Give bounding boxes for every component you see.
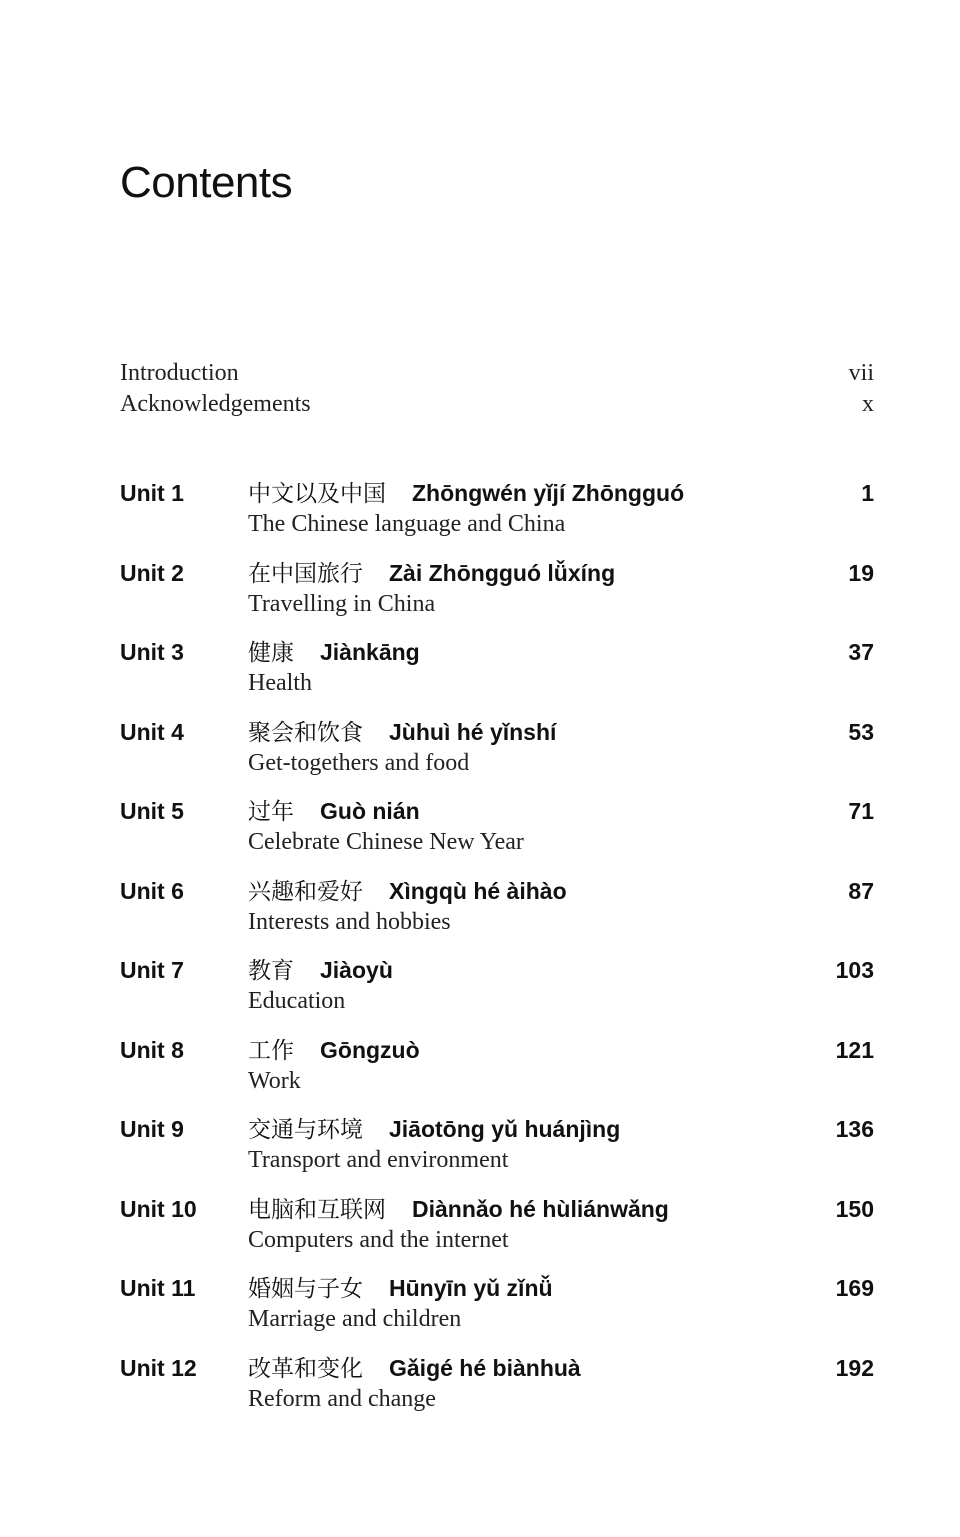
unit-page: 71 <box>848 798 874 824</box>
unit-english: Transport and environment <box>248 1147 509 1173</box>
unit-title <box>248 876 567 908</box>
toc-entry-label: Introduction <box>120 360 239 386</box>
unit-page: 1 <box>861 480 874 506</box>
unit-list <box>120 478 874 1432</box>
unit-label: Unit 8 <box>120 1036 184 1063</box>
unit-page: 121 <box>835 1036 874 1063</box>
unit-english: Get-togethers and food <box>248 749 470 776</box>
toc-entry-unit-10[interactable] <box>120 1194 874 1274</box>
toc-entry-unit-5[interactable] <box>120 796 874 876</box>
page-title: Contents <box>120 158 293 207</box>
unit-page: 192 <box>835 1354 874 1381</box>
unit-title <box>248 717 556 749</box>
toc-entry-unit-6[interactable] <box>120 876 874 956</box>
unit-label: Unit 9 <box>120 1116 184 1142</box>
unit-label: Unit 4 <box>120 718 184 745</box>
unit-label: Unit 12 <box>120 1354 197 1381</box>
unit-page: 87 <box>848 877 874 904</box>
unit-label: Unit 3 <box>120 639 184 665</box>
unit-page: 169 <box>835 1275 874 1301</box>
unit-pinyin: Diànnǎo hé hùliánwǎng <box>412 1195 669 1222</box>
unit-page: 103 <box>835 957 874 983</box>
unit-pinyin: Zhōngwén yǐjí Zhōngguó <box>412 480 685 506</box>
unit-english: Education <box>248 988 346 1014</box>
toc-entry-unit-11[interactable] <box>120 1273 874 1353</box>
toc-entry-unit-8[interactable] <box>120 1035 874 1115</box>
toc-entry-page: vii <box>848 360 874 386</box>
unit-title <box>248 796 420 828</box>
toc-entry-introduction[interactable] <box>120 358 874 389</box>
unit-hanzi: 过年 <box>248 799 294 825</box>
unit-page: 53 <box>848 718 874 745</box>
unit-hanzi: 聚会和饮食 <box>248 719 363 746</box>
unit-page: 136 <box>835 1116 874 1142</box>
unit-pinyin: Gōngzuò <box>320 1036 420 1063</box>
unit-pinyin: Jiàoyù <box>320 957 393 983</box>
unit-label: Unit 7 <box>120 957 184 983</box>
unit-title <box>248 1035 420 1067</box>
toc-entry-unit-9[interactable] <box>120 1114 874 1194</box>
toc-entry-unit-1[interactable] <box>120 478 874 558</box>
unit-label: Unit 6 <box>120 877 184 904</box>
unit-hanzi: 电脑和互联网 <box>248 1196 386 1223</box>
unit-pinyin: Jùhuì hé yǐnshí <box>389 718 557 745</box>
unit-label: Unit 10 <box>120 1195 197 1222</box>
unit-title <box>248 1353 581 1385</box>
unit-hanzi: 中文以及中国 <box>248 481 386 507</box>
toc-entry-unit-3[interactable] <box>120 637 874 717</box>
toc-entry-unit-2[interactable] <box>120 558 874 638</box>
unit-hanzi: 改革和变化 <box>248 1355 363 1382</box>
unit-english: Reform and change <box>248 1385 436 1412</box>
unit-pinyin: Xìngqù hé àihào <box>389 877 567 904</box>
unit-hanzi: 婚姻与子女 <box>248 1276 363 1302</box>
toc-entry-acknowledgements[interactable] <box>120 389 874 420</box>
unit-title <box>248 1194 669 1226</box>
unit-pinyin: Zài Zhōngguó lǚxíng <box>389 559 616 586</box>
unit-english: Work <box>248 1067 301 1094</box>
unit-english: Travelling in China <box>248 590 436 617</box>
unit-hanzi: 在中国旅行 <box>248 560 363 587</box>
unit-hanzi: 健康 <box>248 640 294 666</box>
unit-hanzi: 工作 <box>248 1037 294 1064</box>
unit-pinyin: Jiāotōng yǔ huánjìng <box>389 1116 621 1142</box>
toc-entry-unit-12[interactable] <box>120 1353 874 1433</box>
unit-page: 37 <box>848 639 874 665</box>
unit-hanzi: 兴趣和爱好 <box>248 878 363 905</box>
unit-english: Celebrate Chinese New Year <box>248 829 524 855</box>
unit-title <box>248 1114 620 1146</box>
unit-english: Computers and the internet <box>248 1226 509 1253</box>
unit-pinyin: Hūnyīn yǔ zǐnǚ <box>389 1275 553 1301</box>
unit-english: Health <box>248 670 312 696</box>
unit-hanzi: 交通与环境 <box>248 1117 363 1143</box>
unit-title <box>248 955 393 987</box>
unit-title <box>248 1273 553 1305</box>
unit-page: 19 <box>848 559 874 586</box>
toc-entry-unit-7[interactable] <box>120 955 874 1035</box>
unit-english: The Chinese language and China <box>248 511 566 537</box>
unit-english: Interests and hobbies <box>248 908 451 935</box>
unit-label: Unit 1 <box>120 480 184 506</box>
unit-page: 150 <box>835 1195 874 1222</box>
front-matter-list <box>120 358 874 420</box>
unit-title <box>248 478 684 510</box>
unit-pinyin: Jiànkāng <box>320 639 420 665</box>
unit-title <box>248 637 420 669</box>
toc-entry-unit-4[interactable] <box>120 717 874 797</box>
unit-hanzi: 教育 <box>248 958 294 984</box>
unit-english: Marriage and children <box>248 1306 462 1332</box>
toc-entry-page: x <box>862 391 874 417</box>
unit-label: Unit 11 <box>120 1275 196 1301</box>
unit-label: Unit 5 <box>120 798 184 824</box>
toc-entry-label: Acknowledgements <box>120 391 311 417</box>
unit-pinyin: Guò nián <box>320 798 420 824</box>
unit-label: Unit 2 <box>120 559 184 586</box>
unit-title <box>248 558 615 590</box>
unit-pinyin: Gǎigé hé biànhuà <box>389 1354 581 1381</box>
